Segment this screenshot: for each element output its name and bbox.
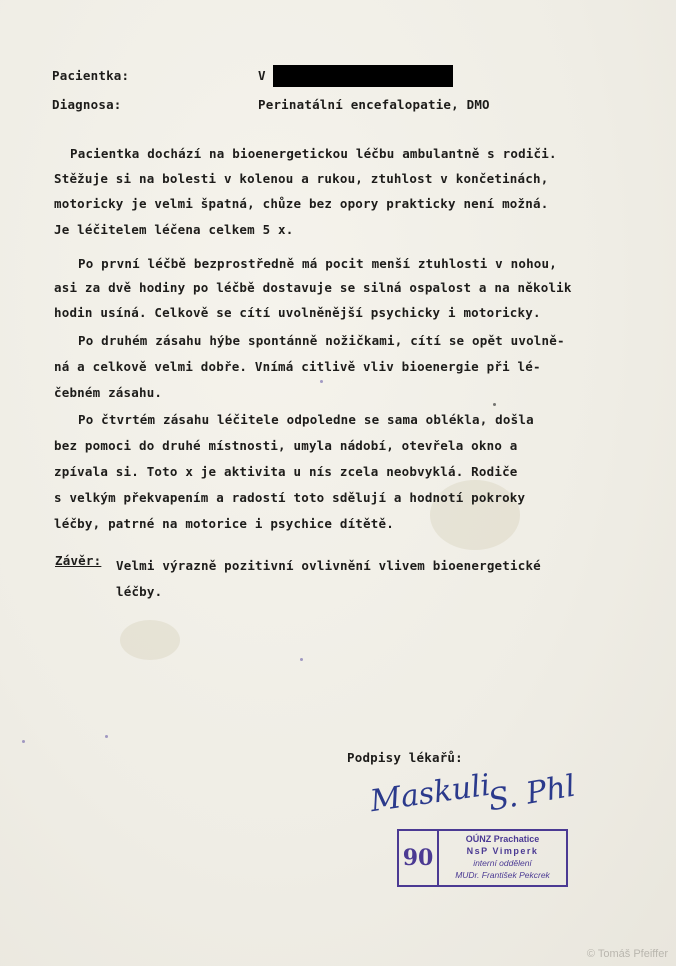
stamp-line: MUDr. František Pekcrek (455, 870, 550, 880)
body-line: Stěžuje si na bolesti v kolenou a rukou, ztuhlost v končetinách, (54, 171, 549, 186)
body-line: léčby, patrné na motorice i psychice dítětě. (54, 516, 394, 531)
signature-2: S. Phl (485, 768, 579, 819)
body-line: motoricky je velmi špatná, chůze bez opory prakticky není možná. (54, 196, 549, 211)
stamp-line: interní oddělení (473, 858, 532, 868)
body-line: bez pomoci do druhé místnosti, umyla nádobí, otevřela okno a (54, 438, 518, 453)
signature-1: Maskuli (368, 767, 493, 820)
ink-speck (22, 740, 25, 743)
patient-value: V (258, 68, 266, 83)
stamp-number: 90 (399, 831, 439, 885)
copyright-watermark: © Tomáš Pfeiffer (586, 948, 668, 960)
body-line: čebném zásahu. (54, 385, 163, 400)
body-line: Je léčitelem léčena celkem 5 x. (54, 222, 294, 237)
official-stamp (397, 829, 568, 887)
ink-speck (105, 735, 108, 738)
diagnosis-value: Perinatální encefalopatie, DMO (258, 97, 490, 112)
ink-speck (493, 403, 496, 406)
body-line: Po čtvrtém zásahu léčitele odpoledne se sama oblékla, došla (78, 412, 534, 427)
paper-stain (120, 620, 180, 660)
conclusion-line: léčby. (116, 584, 163, 599)
redaction-bar (273, 65, 453, 87)
body-line: asi za dvě hodiny po léčbě dostavuje se silná ospalost a na několik (54, 280, 572, 295)
conclusion-label: Závěr: (55, 553, 102, 568)
stamp-line: OÚNZ Prachatice (465, 834, 540, 844)
body-line: Po první léčbě bezprostředně má pocit menší ztuhlosti v nohou, (78, 256, 557, 271)
diagnosis-label: Diagnosa: (52, 97, 122, 112)
body-line: Pacientka dochází na bioenergetickou léčbu ambulantně s rodiči. (70, 146, 557, 161)
stamp-line: NsP Vimperk (466, 846, 539, 856)
patient-label: Pacientka: (52, 68, 130, 83)
signatures-label: Podpisy lékařů: (347, 750, 463, 765)
conclusion-line: Velmi výrazně pozitivní ovlivnění vlivem bioenergetické (116, 558, 541, 573)
body-line: hodin usíná. Celkově se cítí uvolněnější psychicky i motoricky. (54, 305, 541, 320)
body-line: zpívala si. Toto x je aktivita u nís zcela neobvyklá. Rodiče (54, 464, 518, 479)
body-line: ná a celkově velmi dobře. Vnímá citlivě vliv bioenergie při lé- (54, 359, 541, 374)
ink-speck (300, 658, 303, 661)
body-line: s velkým překvapením a radostí toto sdělují a hodnotí pokroky (54, 490, 526, 505)
ink-speck (320, 380, 323, 383)
body-line: Po druhém zásahu hýbe spontánně nožičkami, cítí se opět uvolně- (78, 333, 565, 348)
